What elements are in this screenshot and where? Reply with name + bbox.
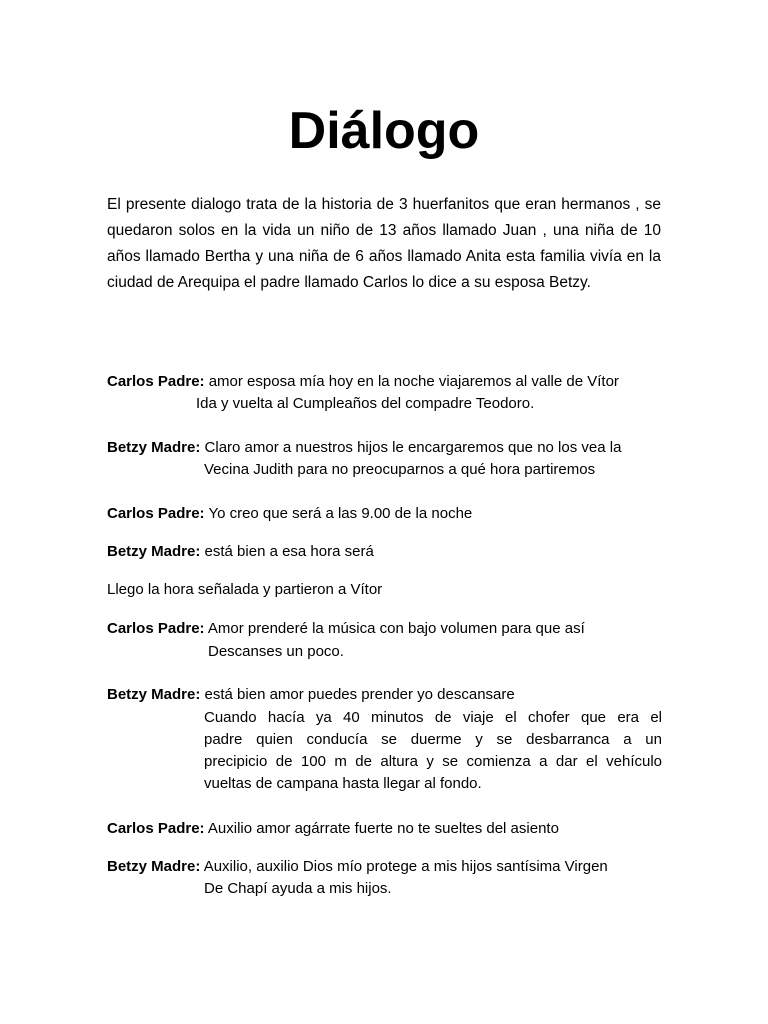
dialogue-line <box>107 618 585 640</box>
dialogue-text: Claro amor a nuestros hijos le encargaremos que no los vea la <box>200 439 622 456</box>
speaker-name: Betzy Madre: <box>107 439 201 456</box>
speaker-name: Carlos Padre: <box>107 505 205 522</box>
dialogue-line <box>196 393 534 415</box>
speaker-name: Carlos Padre: <box>107 373 205 390</box>
dialogue-line <box>204 729 662 751</box>
speaker-name: Carlos Padre: <box>107 820 205 837</box>
dialogue-text: Vecina Judith para no preocuparnos a qué hora partiremos <box>204 461 596 478</box>
dialogue-line <box>208 641 344 663</box>
dialogue-text: está bien amor puedes prender yo descansare <box>200 686 515 703</box>
dialogue-text: De Chapí ayuda a mis hijos. <box>204 880 392 897</box>
speaker-name: Carlos Padre: <box>107 620 205 637</box>
dialogue-line <box>107 437 621 459</box>
dialogue-text: Descanses un poco. <box>208 643 344 660</box>
intro-paragraph: El presente dialogo trata de la historia de 3 huerfanitos que eran hermanos , se quedaron solos en la vida un niño de 13 años llamado Juan , una niña de 10 años llamado Bertha y una niña de 6 años llamado Anita esta familia vivía en la ciudad de Arequipa el padre llamado Carlos lo dice a su esposa Betzy. <box>107 196 661 291</box>
dialogue-text: Ida y vuelta al Cumpleaños del compadre Teodoro. <box>196 395 535 412</box>
dialogue-line <box>204 878 392 900</box>
dialogue-line <box>204 707 662 729</box>
speaker-name: Betzy Madre: <box>107 686 201 703</box>
speaker-name: Betzy Madre: <box>107 543 201 560</box>
dialogue-line <box>204 751 662 773</box>
narration-line <box>107 579 382 601</box>
dialogue-line <box>107 371 619 393</box>
dialogue-text: vueltas de campana hasta llegar al fondo. <box>204 775 482 792</box>
dialogue-text: precipicio de 100 m de altura y se comienza a dar el vehículo <box>204 753 662 770</box>
dialogue-line <box>107 541 374 563</box>
dialogue-text: Auxilio amor agárrate fuerte no te sueltes del asiento <box>204 820 559 837</box>
dialogue-text: Amor prenderé la música con bajo volumen para que así <box>204 620 585 637</box>
dialogue-line <box>204 459 595 481</box>
dialogue-line <box>107 856 608 878</box>
dialogue-line <box>107 503 472 525</box>
dialogue-text: Cuando hacía ya 40 minutos de viaje el chofer que era el <box>204 709 662 726</box>
page-title: Diálogo <box>288 102 480 160</box>
dialogue-text: está bien a esa hora será <box>200 543 374 560</box>
dialogue-text: Yo creo que será a las 9.00 de la noche <box>204 505 473 522</box>
narration-text: Llego la hora señalada y partieron a Vítor <box>107 581 383 598</box>
dialogue-text: amor esposa mía hoy en la noche viajaremos al valle de Vítor <box>204 373 619 390</box>
dialogue-line <box>204 773 482 795</box>
dialogue-line <box>107 684 515 706</box>
speaker-name: Betzy Madre: <box>107 858 201 875</box>
dialogue-text: Auxilio, auxilio Dios mío protege a mis hijos santísima Virgen <box>200 858 608 875</box>
dialogue-line <box>107 818 559 840</box>
dialogue-text: padre quien conducía se duerme y se desbarranca a un <box>204 731 662 748</box>
